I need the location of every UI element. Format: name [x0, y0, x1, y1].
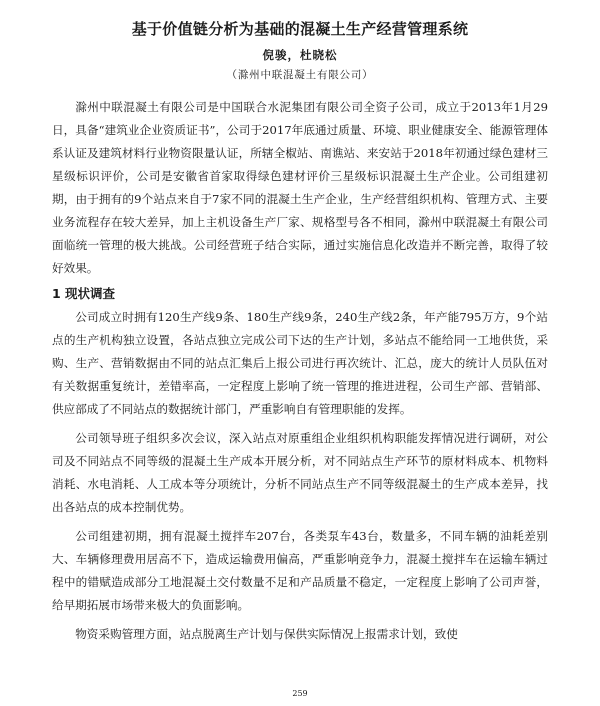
paper-title: 基于价值链分析为基础的混凝土生产经营管理系统: [131, 20, 469, 38]
intro-paragraph: 滁州中联混凝土有限公司是中国联合水泥集团有限公司全资子公司，成立于2013年1月29日，具备“建筑业企业资质证书”，公司于2017年底通过质量、环境、职业健康安全、能源管理体系认证及建筑材料行业物资限量认证，所辖全椒站、南谯站、来安站于2018年初通过绿色建材三星级标识评价，公司是安徽省首家取得绿色建材评价三星级标识混凝土生产企业。公司组建初期，由于拥有的9个站点来自于7家不同的混凝土生产企业，生产经营组织机构、管理方式、主要业务流程存在较大差异，加上主机设备生产厂家、规格型号各不相同，滁州中联混凝土有限公司面临统一管理的极大挑战。公司经营班子结合实际，通过实施信息化改造并不断完善，取得了较好效果。: [52, 100, 548, 275]
paper-affiliation: （滁州中联混凝土有限公司）: [226, 69, 374, 81]
paper-authors: 倪骏，杜晓松: [262, 48, 338, 62]
body-paragraph: 物资采购管理方面，站点脱离生产计划与保供实际情况上报需求计划，致使: [75, 627, 458, 641]
section-heading: 1 现状调查: [52, 286, 116, 301]
page-number: 259: [292, 689, 308, 698]
body-paragraph: 公司组建初期，拥有混凝土搅拌车207台，各类泵车43台，数量多，不同车辆的油耗差别大、车辆修理费用居高不下，造成运输费用偏高，严重影响竞争力，混凝土搅拌车在运输车辆过程中的错赋造成部分工地混凝土交付数量不足和产品质量不稳定，一定程度上影响了公司声誉，给早期拓展市场带来极大的负面影响。: [52, 529, 548, 612]
body-paragraph: 公司领导班子组织多次会议，深入站点对原重组企业组织机构职能发挥情况进行调研，对公司及不同站点不同等级的混凝土生产成本开展分析，对不同站点生产环节的原材料成本、机物料消耗、水电消耗、人工成本等分项统计，分析不同站点生产不同等级混凝土的生产成本差异，找出各站点的成本控制优势。: [52, 431, 548, 514]
body-paragraph: 公司成立时拥有120生产线9条、180生产线9条，240生产线2条，年产能795万方，9个站点的生产机构独立设置，各站点独立完成公司下达的生产计划，多站点不能给同一工地供货，采购、生产、营销数据由不同的站点汇集后上报公司进行再次统计、汇总，庞大的统计人员队伍对有关数据重复统计，差错率高，一定程度上影响了统一管理的推进进程，公司生产部、营销部、供应部成了不同站点的数据统计部门，严重影响自有管理职能的发挥。: [52, 310, 548, 416]
